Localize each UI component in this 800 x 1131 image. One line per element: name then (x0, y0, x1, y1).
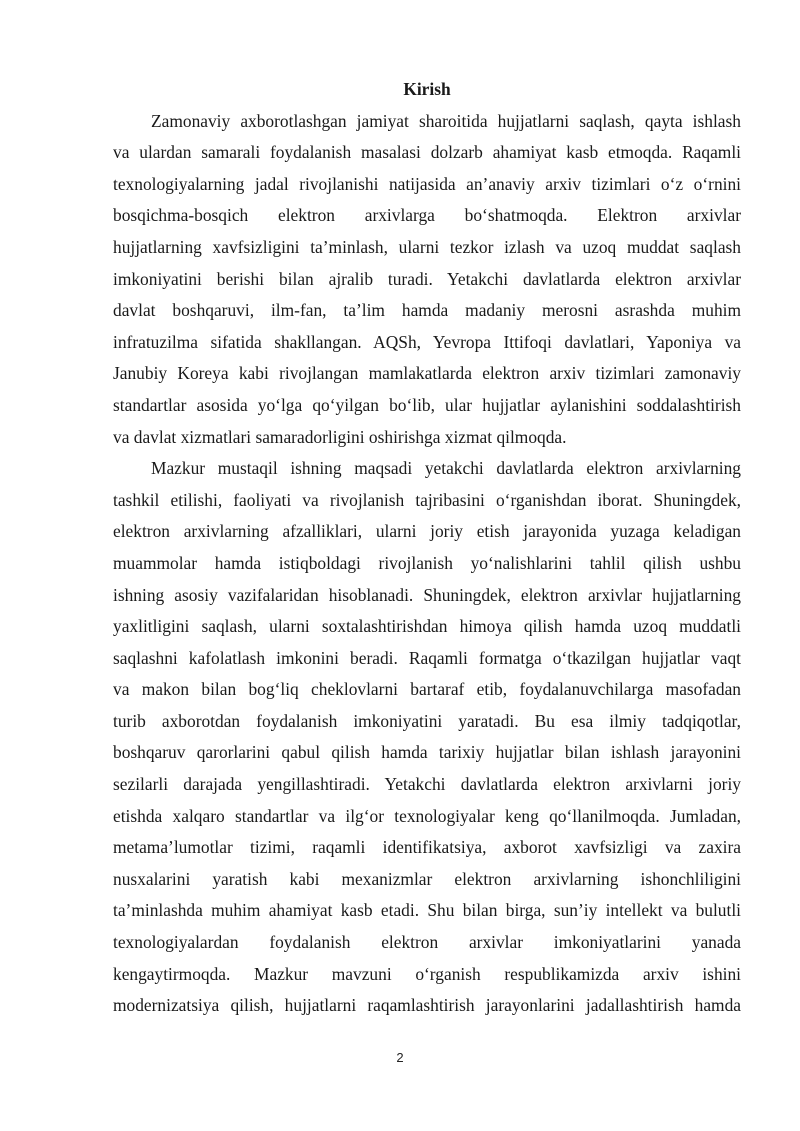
text-line: davlat boshqaruvi, ilm-fan, ta’lim hamda madaniy merosni asrashda muhim (113, 300, 741, 321)
text-line: bosqichma-bosqich elektron arxivlarga bo‘shatmoqda. Elektron arxivlar (113, 205, 741, 226)
text-line: va davlat xizmatlari samaradorligini oshirishga xizmat qilmoqda. (113, 426, 567, 447)
text-line: boshqaruv qarorlarini qabul qilish hamda tarixiy hujjatlar bilan ishlash jarayonini (113, 742, 741, 763)
text-line: saqlashni kafolatlash imkonini beradi. Raqamli formatga o‘tkazilgan hujjatlar vaqt (113, 647, 741, 668)
text-line: imkoniyatini berishi bilan ajralib turadi. Yetakchi davlatlarda elektron arxivlar (113, 268, 741, 289)
text-line: nusxalarini yaratish kabi mexanizmlar elektron arxivlarning ishonchliligini (113, 868, 741, 889)
text-line: hujjatlarning xavfsizligini ta’minlash, ularni tezkor izlash va uzoq muddat saqlash (113, 236, 741, 257)
body-text (113, 106, 741, 1022)
text-line: infratuzilma sifatida shakllangan. AQSh, Yevropa Ittifoqi davlatlari, Yaponiya va (113, 331, 741, 352)
text-line: va makon bilan bog‘liq cheklovlarni bartaraf etib, foydalanuvchilarga masofadan (113, 679, 741, 700)
text-line: ishning asosiy vazifalaridan hisoblanadi. Shuningdek, elektron arxivlar hujjatlarning (113, 584, 741, 605)
paragraph (113, 106, 741, 454)
text-line: modernizatsiya qilish, hujjatlarni raqamlashtirish jarayonlarini jadallashtirish hamda (113, 995, 741, 1016)
section-title: Kirish (403, 79, 451, 99)
document-page (113, 74, 741, 1022)
paragraph (113, 453, 741, 1022)
text-line: yaxlitligini saqlash, ularni soxtalashtirishdan himoya qilish hamda uzoq muddatli (113, 616, 741, 637)
text-line: etishda xalqaro standartlar va ilg‘or texnologiyalar keng qo‘llanilmoqda. Jumladan, (113, 805, 741, 826)
text-line: muammolar hamda istiqboldagi rivojlanish yo‘nalishlarini tahlil qilish ushbu (113, 552, 741, 573)
text-line: turib axborotdan foydalanish imkoniyatini yaratadi. Bu esa ilmiy tadqiqotlar, (113, 710, 741, 731)
text-line: texnologiyalardan foydalanish elektron arxivlar imkoniyatlarini yanada (113, 932, 741, 953)
text-line: elektron arxivlarning afzalliklari, ularni joriy etish jarayonida yuzaga keladigan (113, 521, 741, 542)
text-line: metama’lumotlar tizimi, raqamli identifikatsiya, axborot xavfsizligi va zaxira (113, 837, 741, 858)
text-line: sezilarli darajada yengillashtiradi. Yetakchi davlatlarda elektron arxivlarni joriy (113, 774, 741, 795)
text-line: tashkil etilishi, faoliyati va rivojlanish tajribasini o‘rganishdan iborat. Shuningdek, (113, 489, 741, 510)
text-line: standartlar asosida yo‘lga qo‘yilgan bo‘lib, ular hujjatlar aylanishini soddalashtirish (113, 394, 741, 415)
text-line: va ulardan samarali foydalanish masalasi dolzarb ahamiyat kasb etmoqda. Raqamli (113, 142, 741, 163)
text-line: texnologiyalarning jadal rivojlanishi natijasida an’anaviy arxiv tizimlari o‘z o‘rnini (113, 173, 741, 194)
text-line: Mazkur mustaqil ishning maqsadi yetakchi davlatlarda elektron arxivlarning (151, 458, 741, 479)
text-line: ta’minlashda muhim ahamiyat kasb etadi. Shu bilan birga, sun’iy intellekt va bulutli (113, 900, 741, 921)
text-line: kengaytirmoqda. Mazkur mavzuni o‘rganish respublikamizda arxiv ishini (113, 963, 741, 984)
text-line: Janubiy Koreya kabi rivojlangan mamlakatlarda elektron arxiv tizimlari zamonaviy (113, 363, 741, 384)
page-number: 2 (396, 1050, 404, 1065)
text-line: Zamonaviy axborotlashgan jamiyat sharoitida hujjatlarni saqlash, qayta ishlash (151, 110, 741, 131)
